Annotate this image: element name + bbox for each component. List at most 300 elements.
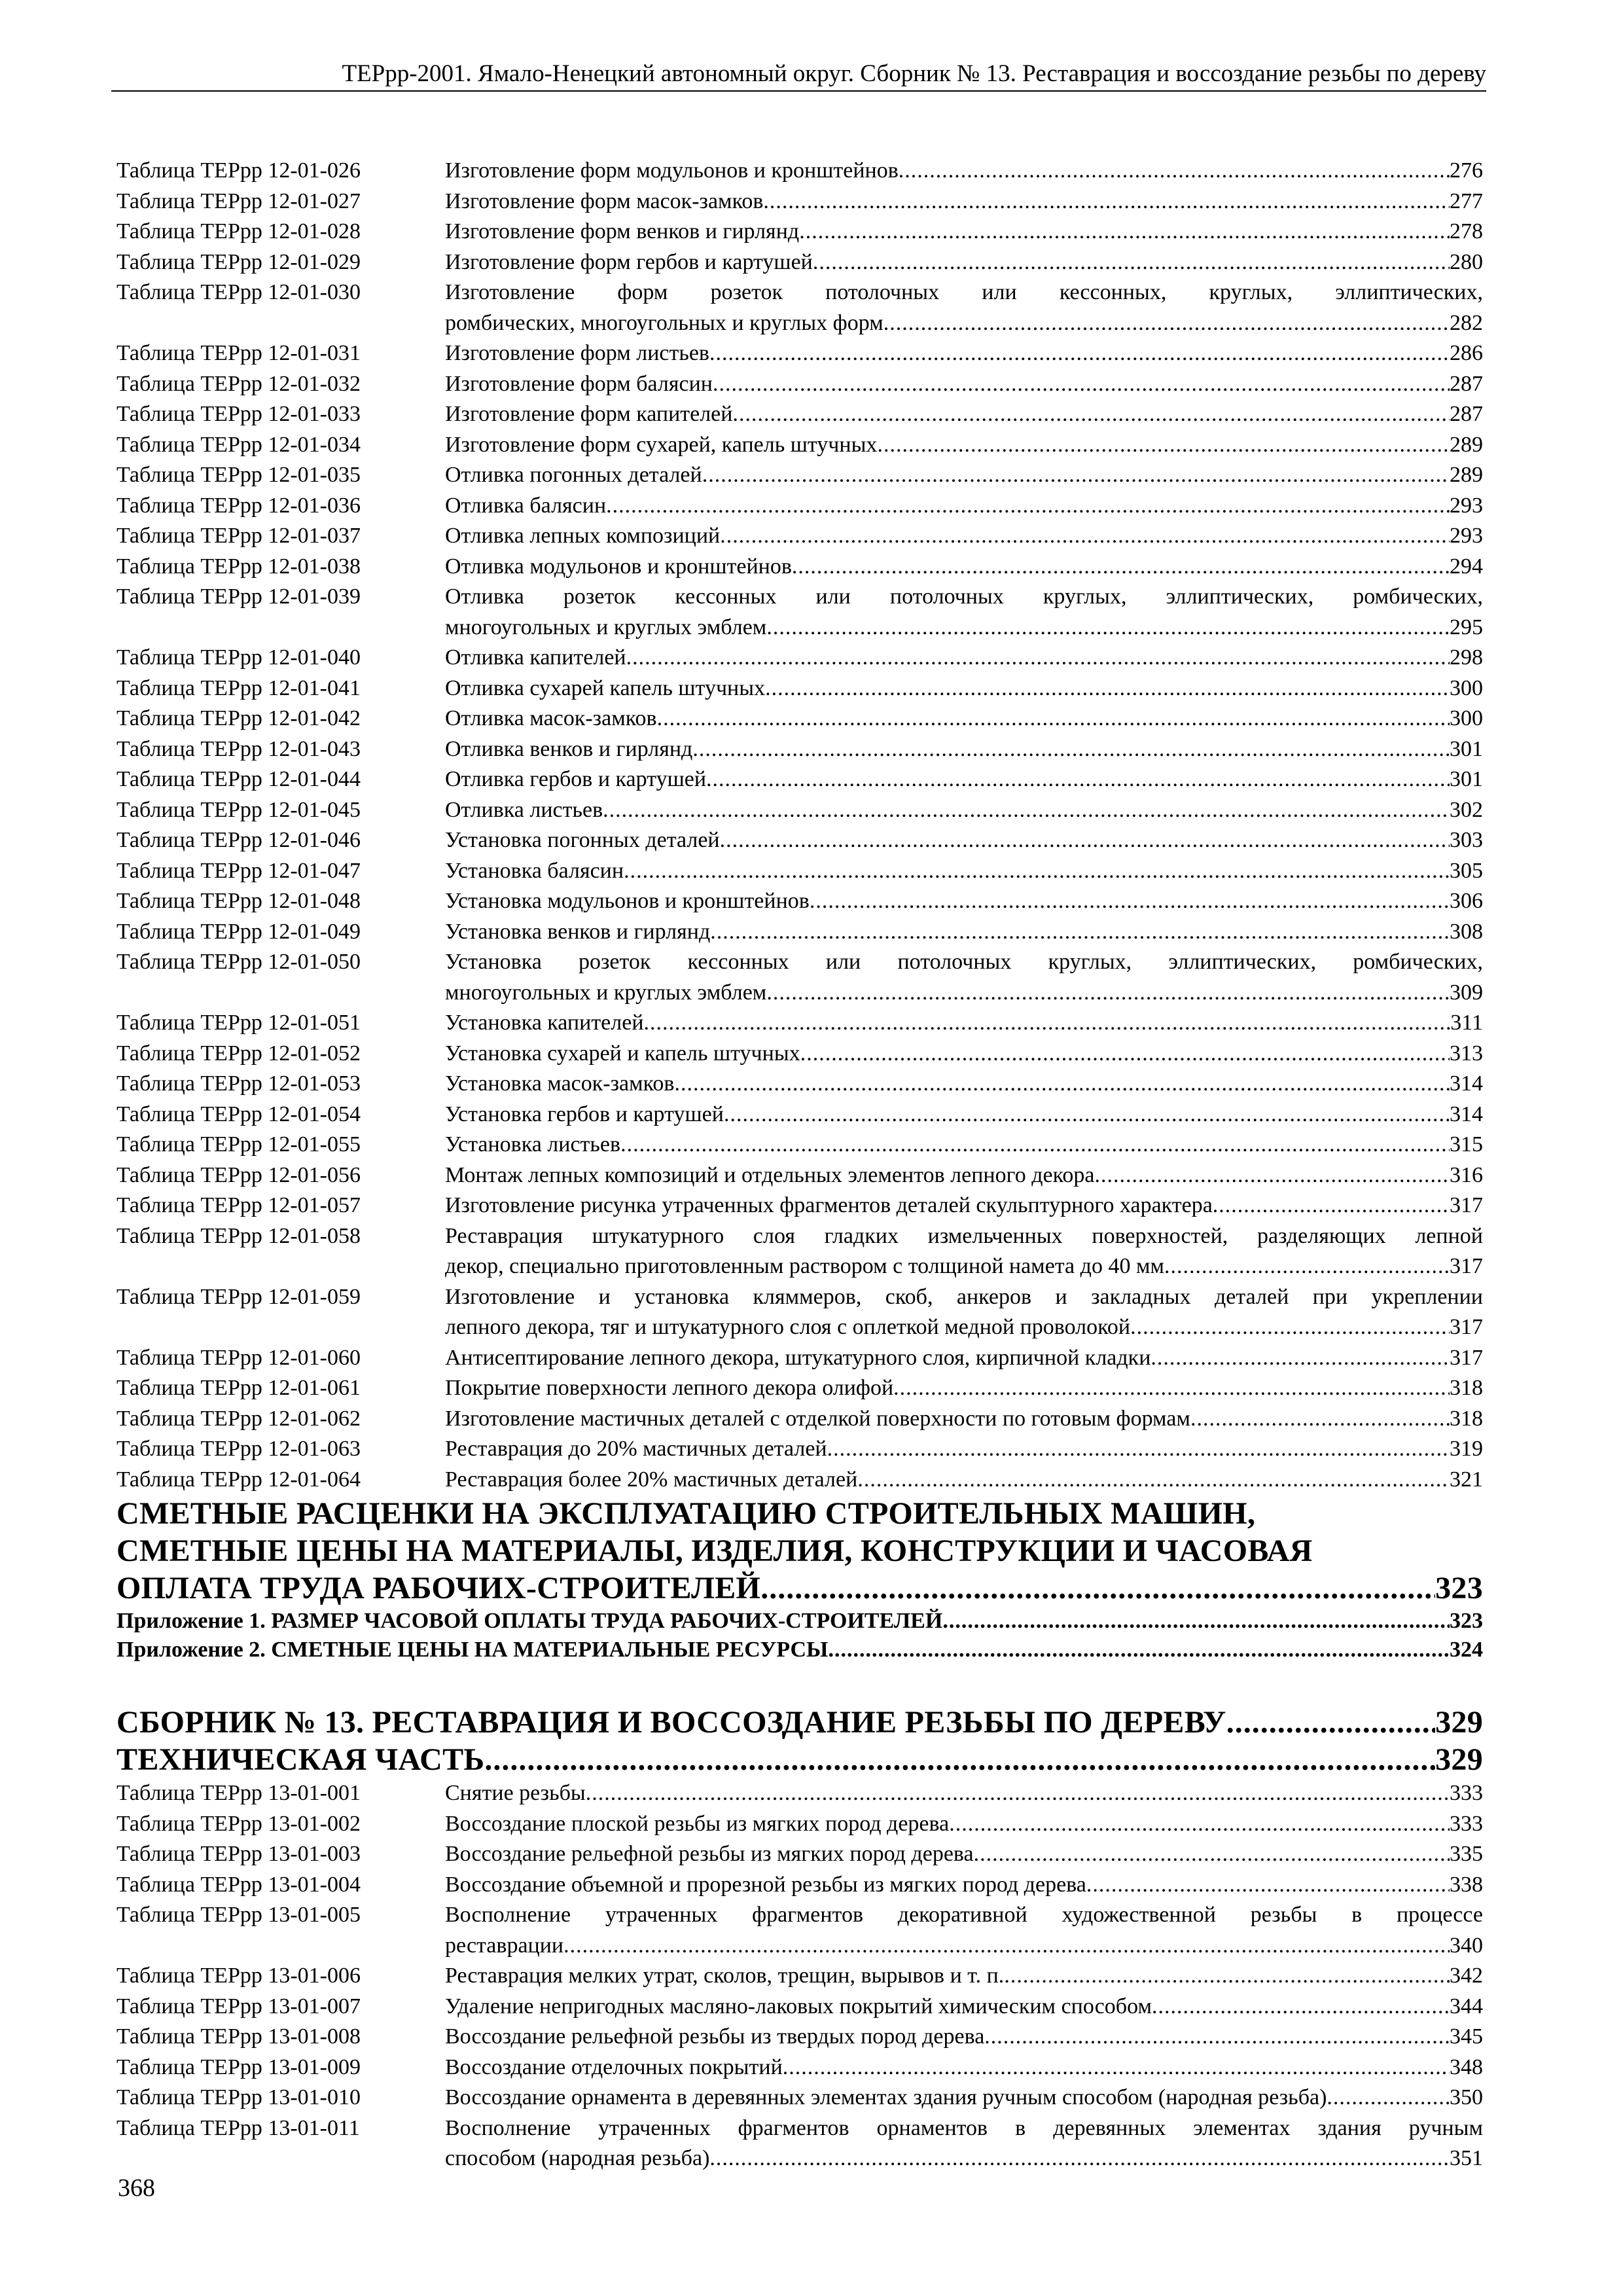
entry-title-last-line: [445, 1191, 1483, 1221]
entry-title-text: Установка капителей: [445, 1011, 644, 1035]
table-code: Таблица ТЕРрр 12-01-044: [116, 767, 361, 791]
page-ref: 324: [1450, 1638, 1483, 1662]
toc-entry[interactable]: [116, 552, 1483, 583]
entry-title: [445, 1160, 1483, 1191]
entry-title-last-line: [445, 1008, 1483, 1039]
entry-title-last-line: [445, 1839, 1483, 1870]
entry-title: [445, 1100, 1483, 1130]
table-code: Таблица ТЕРрр 13-01-010: [116, 2085, 361, 2109]
dot-leader: [620, 1130, 1450, 1160]
entry-title-text: многоугольных и круглых эмблем: [445, 980, 767, 1005]
toc-entry[interactable]: [116, 399, 1483, 430]
entry-title-last-line: [445, 247, 1483, 278]
entry-title-last-line: [445, 1809, 1483, 1840]
page-ref: 306: [1450, 889, 1483, 913]
page-ref: 293: [1450, 493, 1483, 518]
dot-leader: [709, 2144, 1450, 2174]
entry-title-last-line: [445, 2053, 1483, 2083]
page-ref: 300: [1450, 706, 1483, 730]
entry-title-text: Отливка венков и гирлянд: [445, 736, 693, 761]
technical-part-title: ТЕХНИЧЕСКАЯ ЧАСТЬ: [116, 1742, 485, 1777]
entry-title-text: Воссоздание объемной и прорезной резьбы из мягких пород дерева: [445, 1872, 1086, 1897]
toc-entry[interactable]: [116, 1404, 1483, 1435]
entry-title: [445, 247, 1483, 278]
table-code: Таблица ТЕРрр 12-01-037: [116, 524, 361, 548]
dot-leader: [1327, 2083, 1450, 2113]
toc-entry[interactable]: [116, 2022, 1483, 2053]
entry-title: [445, 1282, 1483, 1343]
dot-leader: [1004, 1961, 1450, 1992]
toc-entry[interactable]: [116, 1069, 1483, 1100]
entry-title-text: Воссоздание отделочных покрытий: [445, 2054, 783, 2079]
entry-title-line: Восполнение утраченных фрагментов декоративной художественной резьбы в процессе: [445, 1903, 1483, 1927]
entry-title: [445, 1839, 1483, 1870]
table-code: Таблица ТЕРрр 12-01-050: [116, 950, 361, 974]
entry-title: [445, 2053, 1483, 2083]
table-code: Таблица ТЕРрр 12-01-047: [116, 858, 361, 883]
entry-title-text: Установка венков и гирлянд: [445, 919, 711, 944]
entry-title-last-line: [445, 764, 1483, 795]
entry-title: [445, 1900, 1483, 1961]
entry-title-text: Установка модульонов и кронштейнов: [445, 889, 810, 913]
entry-title-text: Воссоздание плоской резьбы из мягких пород дерева: [445, 1811, 950, 1836]
entry-title: [445, 552, 1483, 583]
technical-part-heading[interactable]: [116, 1741, 1483, 1778]
entry-title: [445, 2022, 1483, 2053]
page-ref: 293: [1450, 524, 1483, 548]
toc-entry[interactable]: [116, 1961, 1483, 1992]
dot-leader: [644, 1008, 1451, 1039]
entry-title: [445, 2083, 1483, 2113]
page-ref: 303: [1450, 828, 1483, 852]
entry-title-text: Реставрация до 20% мастичных деталей: [445, 1437, 827, 1461]
entry-title-text: Установка балясин: [445, 858, 624, 883]
dot-leader: [799, 217, 1450, 247]
page-ref: 300: [1450, 675, 1483, 700]
entry-title-last-line: [445, 1870, 1483, 1901]
dot-leader: [766, 978, 1450, 1009]
entry-title-text: Покрытие поверхности лепного декора олифой: [445, 1376, 894, 1400]
entry-title-last-line: [445, 734, 1483, 765]
entry-title-last-line: [445, 1373, 1483, 1404]
entry-title: [445, 399, 1483, 430]
dot-leader: [813, 247, 1450, 278]
entry-title: [445, 856, 1483, 887]
table-code: Таблица ТЕРрр 12-01-030: [116, 280, 361, 304]
entry-title-last-line: [445, 1992, 1483, 2022]
entry-title: [445, 1373, 1483, 1404]
entry-title-text: Установка сухарей и капель штучных: [445, 1041, 800, 1066]
entry-title-line: Изготовление и установка кляммеров, скоб, анкеров и закладных деталей при укреплении: [445, 1284, 1483, 1309]
dot-leader: [720, 825, 1450, 856]
entry-title: [445, 1778, 1483, 1809]
entry-title: [445, 460, 1483, 491]
entry-title: [445, 825, 1483, 856]
page-ref: 318: [1450, 1406, 1483, 1431]
table-code: Таблица ТЕРрр 13-01-004: [116, 1872, 361, 1897]
page-ref: 317: [1450, 1193, 1483, 1217]
table-code: Таблица ТЕРрр 13-01-005: [116, 1903, 361, 1927]
entry-title: [445, 1961, 1483, 1992]
entry-title-last-line: [445, 1160, 1483, 1191]
table-code: Таблица ТЕРрр 12-01-043: [116, 736, 361, 761]
entry-title-text: ромбических, многоугольных и круглых форм: [445, 310, 883, 335]
table-code: Таблица ТЕРрр 12-01-054: [116, 1102, 361, 1126]
entry-title: [445, 1809, 1483, 1840]
dot-leader: [674, 1069, 1450, 1100]
table-of-contents: [116, 156, 1483, 2174]
page-ref: 295: [1450, 615, 1483, 639]
table-code: Таблица ТЕРрр 13-01-003: [116, 1842, 361, 1866]
entry-title: [445, 643, 1483, 673]
toc-entry[interactable]: [116, 338, 1483, 369]
table-code: Таблица ТЕРрр 12-01-026: [116, 158, 361, 183]
page-ref: 317: [1450, 1345, 1483, 1370]
entry-title: [445, 886, 1483, 917]
entry-title-last-line: [445, 825, 1483, 856]
page-ref: 308: [1450, 919, 1483, 944]
entry-title: [445, 1870, 1483, 1901]
table-code: Таблица ТЕРрр 13-01-002: [116, 1811, 361, 1836]
entry-title-last-line: [445, 917, 1483, 948]
toc-entry[interactable]: [116, 1434, 1483, 1465]
entry-title-text: Отливка сухарей капель штучных: [445, 675, 766, 700]
table-code: Таблица ТЕРрр 12-01-062: [116, 1406, 361, 1431]
toc-entry[interactable]: [116, 643, 1483, 673]
dot-leader: [720, 521, 1450, 552]
toc-entry[interactable]: [116, 217, 1483, 247]
toc-entry[interactable]: [116, 1160, 1483, 1191]
page-ref: 342: [1450, 1964, 1483, 1988]
table-code: Таблица ТЕРрр 12-01-051: [116, 1011, 361, 1035]
entry-title-text: Антисептирование лепного декора, штукатурного слоя, кирпичной кладки: [445, 1345, 1151, 1370]
entry-title: [445, 278, 1483, 338]
toc-entry[interactable]: [116, 1008, 1483, 1039]
table-code: Таблица ТЕРрр 13-01-008: [116, 2024, 361, 2049]
dot-leader: [1213, 1191, 1450, 1221]
table-code: Таблица ТЕРрр 12-01-057: [116, 1193, 361, 1217]
entry-title: [445, 582, 1483, 643]
page-ref: 316: [1450, 1162, 1483, 1187]
entry-title: [445, 369, 1483, 400]
entry-title-last-line: [445, 369, 1483, 400]
collection-title: СБОРНИК № 13. РЕСТАВРАЦИЯ И ВОССОЗДАНИЕ РЕЗЬБЫ ПО ДЕРЕВУ: [116, 1705, 1226, 1740]
toc-entry[interactable]: [116, 764, 1483, 795]
entry-title-text: Изготовление форм гербов и картушей: [445, 249, 813, 274]
toc-entry[interactable]: [116, 1343, 1483, 1374]
toc-entry[interactable]: [116, 1130, 1483, 1160]
toc-entry[interactable]: [116, 704, 1483, 734]
entry-title: [445, 917, 1483, 948]
page-ref: 333: [1450, 1811, 1483, 1836]
toc-entry[interactable]: [116, 1900, 1483, 1961]
table-code: Таблица ТЕРрр 12-01-031: [116, 341, 361, 365]
entry-title: [445, 1343, 1483, 1374]
toc-entry[interactable]: [116, 2053, 1483, 2083]
page-ref: 280: [1450, 249, 1483, 274]
table-code: Таблица ТЕРрр 12-01-063: [116, 1437, 361, 1461]
entry-title: [445, 1191, 1483, 1221]
dot-leader: [766, 613, 1450, 643]
dot-leader: [942, 1607, 1450, 1636]
toc-entry[interactable]: [116, 1870, 1483, 1901]
table-code: Таблица ТЕРрр 12-01-027: [116, 188, 361, 213]
dot-leader: [1152, 1992, 1450, 2022]
appendix-2[interactable]: [116, 1636, 1483, 1664]
page-ref: 314: [1450, 1071, 1483, 1096]
dot-leader: [724, 1100, 1450, 1130]
table-code: Таблица ТЕРрр 13-01-009: [116, 2054, 361, 2079]
page-ref: 315: [1450, 1132, 1483, 1157]
toc-entry[interactable]: [116, 2113, 1483, 2174]
dot-leader: [563, 1931, 1450, 1962]
table-code: Таблица ТЕРрр 12-01-042: [116, 706, 361, 730]
entry-title-text: Удаление непригодных масляно-лаковых покрытий химическим способом: [445, 1994, 1152, 2018]
page-ref: 338: [1450, 1872, 1483, 1897]
table-code: Таблица ТЕРрр 13-01-006: [116, 1964, 361, 1988]
page-ref: 301: [1450, 767, 1483, 791]
dot-leader: [603, 795, 1450, 826]
dot-leader: [1190, 1404, 1450, 1435]
page-ref: 302: [1450, 797, 1483, 822]
dot-leader: [626, 643, 1450, 673]
toc-entry[interactable]: [116, 369, 1483, 400]
toc-entry[interactable]: [116, 734, 1483, 765]
entry-title-last-line: [445, 704, 1483, 734]
entry-title-line: Изготовление форм розеток потолочных или кессонных, круглых, эллиптических,: [445, 280, 1483, 304]
table-code: Таблица ТЕРрр 12-01-045: [116, 797, 361, 822]
entry-title: [445, 1221, 1483, 1282]
entry-title: [445, 795, 1483, 826]
page-ref: 319: [1450, 1437, 1483, 1461]
table-code: Таблица ТЕРрр 12-01-061: [116, 1376, 361, 1400]
entry-title-last-line: [445, 1069, 1483, 1100]
entry-title-line: Установка розеток кессонных или потолочных круглых, эллиптических, ромбических,: [445, 950, 1483, 974]
dot-leader: [760, 1570, 1435, 1607]
entry-title-last-line: [445, 187, 1483, 217]
entry-title-text: Изготовление форм масок-замков: [445, 188, 764, 213]
entry-title-text: Изготовление форм сухарей, капель штучных: [445, 432, 878, 457]
entry-title-line: Реставрация штукатурного слоя гладких измельченных поверхностей, разделяющих лепной: [445, 1223, 1483, 1248]
toc-entry[interactable]: [116, 856, 1483, 887]
dot-leader: [709, 338, 1450, 369]
entry-title: [445, 521, 1483, 552]
toc-entry[interactable]: [116, 1221, 1483, 1282]
toc-entry[interactable]: [116, 1809, 1483, 1840]
dot-leader: [710, 917, 1450, 948]
entry-title-last-line: [445, 673, 1483, 704]
table-code: Таблица ТЕРрр 12-01-038: [116, 554, 361, 579]
toc-entry[interactable]: [116, 1282, 1483, 1343]
entry-title-last-line: [445, 978, 1483, 1009]
page-ref: 287: [1450, 402, 1483, 426]
entry-title-text: декор, специально приготовленным раствором с толщиной намета до 40 мм: [445, 1254, 1164, 1278]
entry-title-text: Установка листьев: [445, 1132, 621, 1157]
toc-entry[interactable]: [116, 947, 1483, 1008]
entry-title-text: Воссоздание орнамента в деревянных элементах здания ручным способом (народная резьба): [445, 2085, 1327, 2109]
dot-leader: [765, 673, 1450, 704]
table-code: Таблица ТЕРрр 12-01-053: [116, 1071, 361, 1096]
table-code: Таблица ТЕРрр 12-01-049: [116, 919, 361, 944]
dot-leader: [763, 187, 1450, 217]
toc-entry[interactable]: [116, 1039, 1483, 1069]
entry-title-last-line: [445, 795, 1483, 826]
dot-leader: [713, 369, 1450, 400]
entry-title-text: Установка гербов и картушей: [445, 1102, 724, 1126]
entry-title-text: Отливка модульонов и кронштейнов: [445, 554, 792, 579]
table-code: Таблица ТЕРрр 12-01-058: [116, 1223, 361, 1248]
spacer: [116, 1664, 1483, 1704]
toc-entry[interactable]: [116, 795, 1483, 826]
entry-title-text: Отливка гербов и картушей: [445, 767, 707, 791]
toc-entry[interactable]: [116, 1992, 1483, 2022]
page-ref: 305: [1450, 858, 1483, 883]
entry-title-text: Изготовление форм венков и гирлянд: [445, 219, 800, 243]
entry-title: [445, 1069, 1483, 1100]
dot-leader: [783, 2053, 1450, 2083]
toc-entry[interactable]: [116, 156, 1483, 187]
entry-title: [445, 430, 1483, 461]
entry-title-last-line: [445, 1434, 1483, 1465]
entry-title: [445, 734, 1483, 765]
toc-entry[interactable]: [116, 886, 1483, 917]
entry-title-last-line: [445, 308, 1483, 339]
dot-leader: [1164, 1251, 1450, 1282]
table-code: Таблица ТЕРрр 12-01-036: [116, 493, 361, 518]
entry-title-last-line: [445, 886, 1483, 917]
page-ref: 314: [1450, 1102, 1483, 1126]
entry-title-last-line: [445, 856, 1483, 887]
entry-title-text: Установка масок-замков: [445, 1071, 675, 1096]
toc-entry[interactable]: [116, 430, 1483, 461]
table-code: Таблица ТЕРрр 12-01-059: [116, 1284, 361, 1309]
toc-entry[interactable]: [116, 582, 1483, 643]
table-code: Таблица ТЕРрр 12-01-046: [116, 828, 361, 852]
entry-title-last-line: [445, 430, 1483, 461]
toc-entry[interactable]: [116, 1465, 1483, 1496]
entry-title-text: Изготовление форм балясин: [445, 371, 713, 396]
toc-entry[interactable]: [116, 521, 1483, 552]
toc-entry[interactable]: [116, 1100, 1483, 1130]
entry-title-text: Воссоздание рельефной резьбы из мягких пород дерева: [445, 1842, 974, 1866]
section-title-line-3: [116, 1570, 1483, 1607]
entry-title: [445, 1992, 1483, 2022]
entry-title: [445, 187, 1483, 217]
entry-title-last-line: [445, 217, 1483, 247]
appendix-label: Приложение 1. РАЗМЕР ЧАСОВОЙ ОПЛАТЫ ТРУДА РАБОЧИХ-СТРОИТЕЛЕЙ: [116, 1609, 943, 1633]
table-code: Таблица ТЕРрр 12-01-035: [116, 463, 361, 487]
table-code: Таблица ТЕРрр 12-01-055: [116, 1132, 361, 1157]
appendix-1[interactable]: [116, 1607, 1483, 1636]
entry-title: [445, 764, 1483, 795]
page-ref: 348: [1450, 2054, 1483, 2079]
dot-leader: [484, 1741, 1435, 1778]
entry-title-line: Отливка розеток кессонных или потолочных круглых, эллиптических, ромбических,: [445, 584, 1483, 609]
entry-title-last-line: [445, 491, 1483, 522]
dot-leader: [1226, 1704, 1435, 1741]
entry-title-text: многоугольных и круглых эмблем: [445, 615, 767, 639]
entry-title-text: Реставрация мелких утрат, сколов, трещин, вырывов и т. п.: [445, 1964, 1005, 1988]
dot-leader: [828, 1636, 1450, 1664]
toc-entry[interactable]: [116, 278, 1483, 338]
entry-title-last-line: [445, 1465, 1483, 1496]
entry-title-text: Отливка балясин: [445, 493, 607, 518]
entry-title: [445, 673, 1483, 704]
dot-leader: [706, 764, 1450, 795]
entry-title-text: лепного декора, тяг и штукатурного слоя с оплеткой медной проволокой: [445, 1315, 1131, 1339]
entry-title-last-line: [445, 1039, 1483, 1069]
entry-title-text: Монтаж лепных композиций и отдельных элементов лепного декора: [445, 1162, 1095, 1187]
entry-title-last-line: [445, 399, 1483, 430]
section-estimate-prices[interactable]: [116, 1495, 1483, 1607]
entry-title-text: Отливка масок-замков: [445, 706, 657, 730]
entry-title-text: Изготовление мастичных деталей с отделкой поверхности по готовым формам: [445, 1406, 1190, 1431]
dot-leader: [586, 1778, 1450, 1809]
toc-entry[interactable]: [116, 1839, 1483, 1870]
entry-title-last-line: [445, 521, 1483, 552]
page-ref: 278: [1450, 219, 1483, 243]
dot-leader: [800, 1039, 1450, 1069]
toc-part-1: [116, 156, 1483, 1495]
entry-title-last-line: [445, 460, 1483, 491]
page-ref: 298: [1450, 645, 1483, 670]
entry-title: [445, 156, 1483, 187]
page-ref: 333: [1450, 1781, 1483, 1805]
dot-leader: [827, 1434, 1450, 1465]
collection-13-heading[interactable]: [116, 1704, 1483, 1741]
entry-title-text: способом (народная резьба): [445, 2146, 710, 2170]
toc-entry[interactable]: [116, 1778, 1483, 1809]
toc-entry[interactable]: [116, 460, 1483, 491]
toc-entry[interactable]: [116, 1373, 1483, 1404]
toc-entry[interactable]: [116, 1191, 1483, 1221]
entry-title-last-line: [445, 1130, 1483, 1160]
toc-entry[interactable]: [116, 2083, 1483, 2113]
page-ref: 286: [1450, 341, 1483, 365]
toc-entry[interactable]: [116, 825, 1483, 856]
table-code: Таблица ТЕРрр 12-01-029: [116, 249, 361, 274]
page-ref: 350: [1450, 2085, 1483, 2109]
page-ref: 289: [1450, 463, 1483, 487]
toc-entry[interactable]: [116, 673, 1483, 704]
table-code: Таблица ТЕРрр 12-01-032: [116, 371, 361, 396]
section-title-line-2: СМЕТНЫЕ ЦЕНЫ НА МАТЕРИАЛЫ, ИЗДЕЛИЯ, КОНСТРУКЦИИ И ЧАСОВАЯ: [116, 1534, 1313, 1568]
entry-title: [445, 1130, 1483, 1160]
entry-title-last-line: [445, 1343, 1483, 1374]
entry-title-text: Отливка лепных композиций: [445, 524, 721, 548]
entry-title: [445, 1465, 1483, 1496]
entry-title-text: Отливка листьев: [445, 797, 603, 822]
toc-entry[interactable]: [116, 917, 1483, 948]
entry-title-text: Изготовление форм капителей: [445, 402, 733, 426]
toc-entry[interactable]: [116, 491, 1483, 522]
table-code: Таблица ТЕРрр 12-01-060: [116, 1345, 361, 1370]
entry-title: [445, 491, 1483, 522]
page-ref: 287: [1450, 371, 1483, 396]
toc-entry[interactable]: [116, 187, 1483, 217]
page-ref: 323: [1450, 1609, 1483, 1633]
entry-title-last-line: [445, 156, 1483, 187]
toc-entry[interactable]: [116, 247, 1483, 278]
entry-title-last-line: [445, 1100, 1483, 1130]
entry-title-text: Изготовление форм модульонов и кронштейнов: [445, 158, 899, 183]
entry-title: [445, 338, 1483, 369]
table-code: Таблица ТЕРрр 12-01-028: [116, 219, 361, 243]
toc-part-2: [116, 1778, 1483, 2174]
dot-leader: [949, 1809, 1450, 1840]
page-ref: 301: [1450, 736, 1483, 761]
dot-leader: [692, 734, 1450, 765]
